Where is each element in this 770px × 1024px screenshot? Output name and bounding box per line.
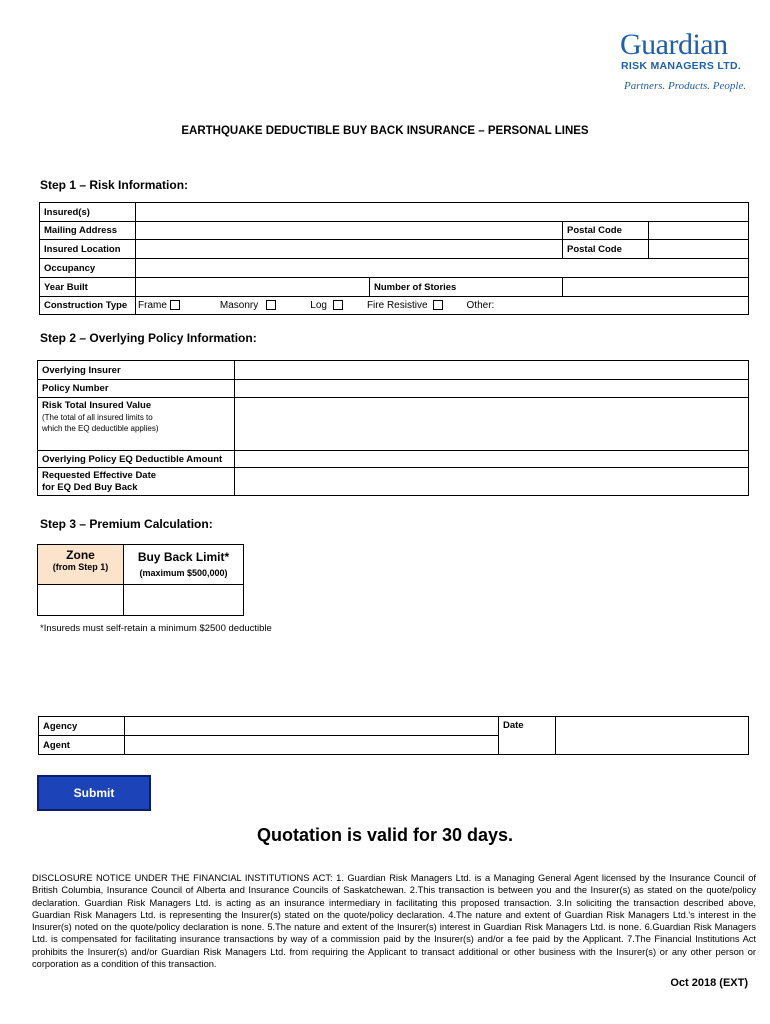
step1-heading: Step 1 – Risk Information:: [40, 178, 189, 192]
mailing-postal-code-label: Postal Code: [563, 222, 649, 240]
policy-info-table: [37, 360, 749, 496]
risk-total-label: [38, 398, 235, 451]
construction-type-options: [136, 297, 749, 315]
number-of-stories-label: Number of Stories: [370, 278, 563, 297]
deductible-note: *Insureds must self-retain a minimum $2500 deductible: [40, 623, 272, 634]
overlying-insurer-label: Overlying Insurer: [38, 361, 235, 380]
year-built-field[interactable]: [136, 278, 370, 297]
location-postal-code-label: Postal Code: [563, 240, 649, 259]
insured-field[interactable]: [136, 203, 749, 222]
log-label: Log: [310, 300, 327, 311]
eq-deductible-field[interactable]: [235, 451, 749, 468]
limit-title: Buy Back Limit*: [137, 550, 230, 564]
submit-button[interactable]: Submit: [37, 775, 151, 811]
effective-date-field[interactable]: [235, 468, 749, 496]
logo-subtitle: RISK MANAGERS LTD.: [621, 60, 742, 72]
mailing-address-field[interactable]: [136, 222, 563, 240]
page-title: EARTHQUAKE DEDUCTIBLE BUY BACK INSURANCE – PERSONAL LINES: [181, 125, 589, 137]
risk-total-field[interactable]: [235, 398, 749, 451]
insured-location-label: Insured Location: [40, 240, 136, 259]
premium-table: [37, 544, 244, 616]
occupancy-label: Occupancy: [40, 259, 136, 278]
year-built-label: Year Built: [40, 278, 136, 297]
effective-date-label: [38, 468, 235, 496]
insured-label: Insured(s): [40, 203, 136, 222]
masonry-label: Masonry: [219, 300, 259, 311]
step3-heading: Step 3 – Premium Calculation:: [40, 517, 213, 531]
risk-total-note-2: which the EQ deductible applies): [42, 424, 159, 433]
mailing-address-label: Mailing Address: [40, 222, 136, 240]
agency-field[interactable]: [125, 717, 499, 736]
risk-total-note-1: (The total of all insured limits to: [42, 413, 153, 422]
other-option[interactable]: Other:: [466, 300, 495, 311]
step2-heading: Step 2 – Overlying Policy Information:: [40, 331, 257, 345]
fire-resistive-label: Fire Resistive: [366, 300, 428, 311]
masonry-option[interactable]: [220, 300, 276, 311]
fire-resistive-checkbox[interactable]: [433, 300, 443, 310]
occupancy-field[interactable]: [136, 259, 749, 278]
validity-notice: Quotation is valid for 30 days.: [256, 825, 514, 845]
zone-field[interactable]: [38, 585, 124, 616]
construction-type-label: Construction Type: [40, 297, 136, 315]
number-of-stories-field[interactable]: [563, 278, 749, 297]
agency-label: Agency: [39, 717, 125, 736]
zone-subtitle: (from Step 1): [52, 562, 109, 572]
form-version: Oct 2018 (EXT): [670, 977, 748, 989]
effective-date-line-2: for EQ Ded Buy Back: [42, 481, 138, 493]
frame-option[interactable]: [138, 300, 180, 311]
policy-number-field[interactable]: [235, 380, 749, 398]
frame-label: Frame: [138, 300, 167, 311]
logo-name: Guardian: [620, 28, 728, 61]
date-field[interactable]: [556, 717, 749, 755]
limit-field[interactable]: [124, 585, 244, 616]
limit-header: [124, 545, 244, 585]
risk-total-title: Risk Total Insured Value: [42, 400, 152, 411]
zone-title: Zone: [66, 548, 95, 562]
limit-subtitle: (maximum $500,000): [139, 568, 228, 578]
mailing-postal-code-field[interactable]: [649, 222, 749, 240]
fire-resistive-option[interactable]: [367, 300, 443, 311]
masonry-checkbox[interactable]: [266, 300, 276, 310]
zone-header: [38, 545, 124, 585]
logo-tagline: Partners. Products. People.: [624, 80, 747, 92]
risk-info-table: [39, 202, 749, 315]
policy-number-label: Policy Number: [38, 380, 235, 398]
date-label: Date: [499, 717, 556, 755]
agency-table: [38, 716, 749, 755]
log-checkbox[interactable]: [333, 300, 343, 310]
location-postal-code-field[interactable]: [649, 240, 749, 259]
insured-location-field[interactable]: [136, 240, 563, 259]
log-option[interactable]: [310, 300, 343, 311]
agent-label: Agent: [39, 736, 125, 755]
disclosure-notice: DISCLOSURE NOTICE UNDER THE FINANCIAL INSTITUTIONS ACT: 1. Guardian Risk Managers Ltd. is a Managing General Agent licensed by the Insurance Council of British Columbia, Insurance Council of Alberta and Insurance Councils of Saskatchewan. 2.This transaction is between you and the Insurer(s) as stated on the quote/policy declaration. Guardian Risk Managers Ltd. is acting as an insurance intermediary in facilitating this proposed transaction. 3.In soliciting the transaction described above, Guardian Risk Managers Ltd. is representing the Insurer(s) stated on the quote/policy declaration. 4.The nature and extent of Guardian Risk Managers Ltd.'s interest in the Insurer(s) noted on the quote/policy declaration is none. 5.The nature and extent of the Insurer(s) interest in Guardian Risk Managers Ltd. is none. 6.Guardian Risk Managers Ltd. is compensated for facilitating insurance transactions by way of a commission paid by the Insurer(s) and/or a fee paid by the Applicant. 7.The Financial Institutions Act prohibits the Insurer(s) and/or Guardian Risk Managers Ltd. from requiring the Applicant to transact additional or other business with the Insurer(s) or any other person or corporation as a condition of this transaction.: [32, 873, 756, 970]
eq-deductible-label: Overlying Policy EQ Deductible Amount: [38, 451, 235, 468]
frame-checkbox[interactable]: [170, 300, 180, 310]
effective-date-line-1: Requested Effective Date: [42, 469, 157, 481]
agent-field[interactable]: [125, 736, 499, 755]
overlying-insurer-field[interactable]: [235, 361, 749, 380]
